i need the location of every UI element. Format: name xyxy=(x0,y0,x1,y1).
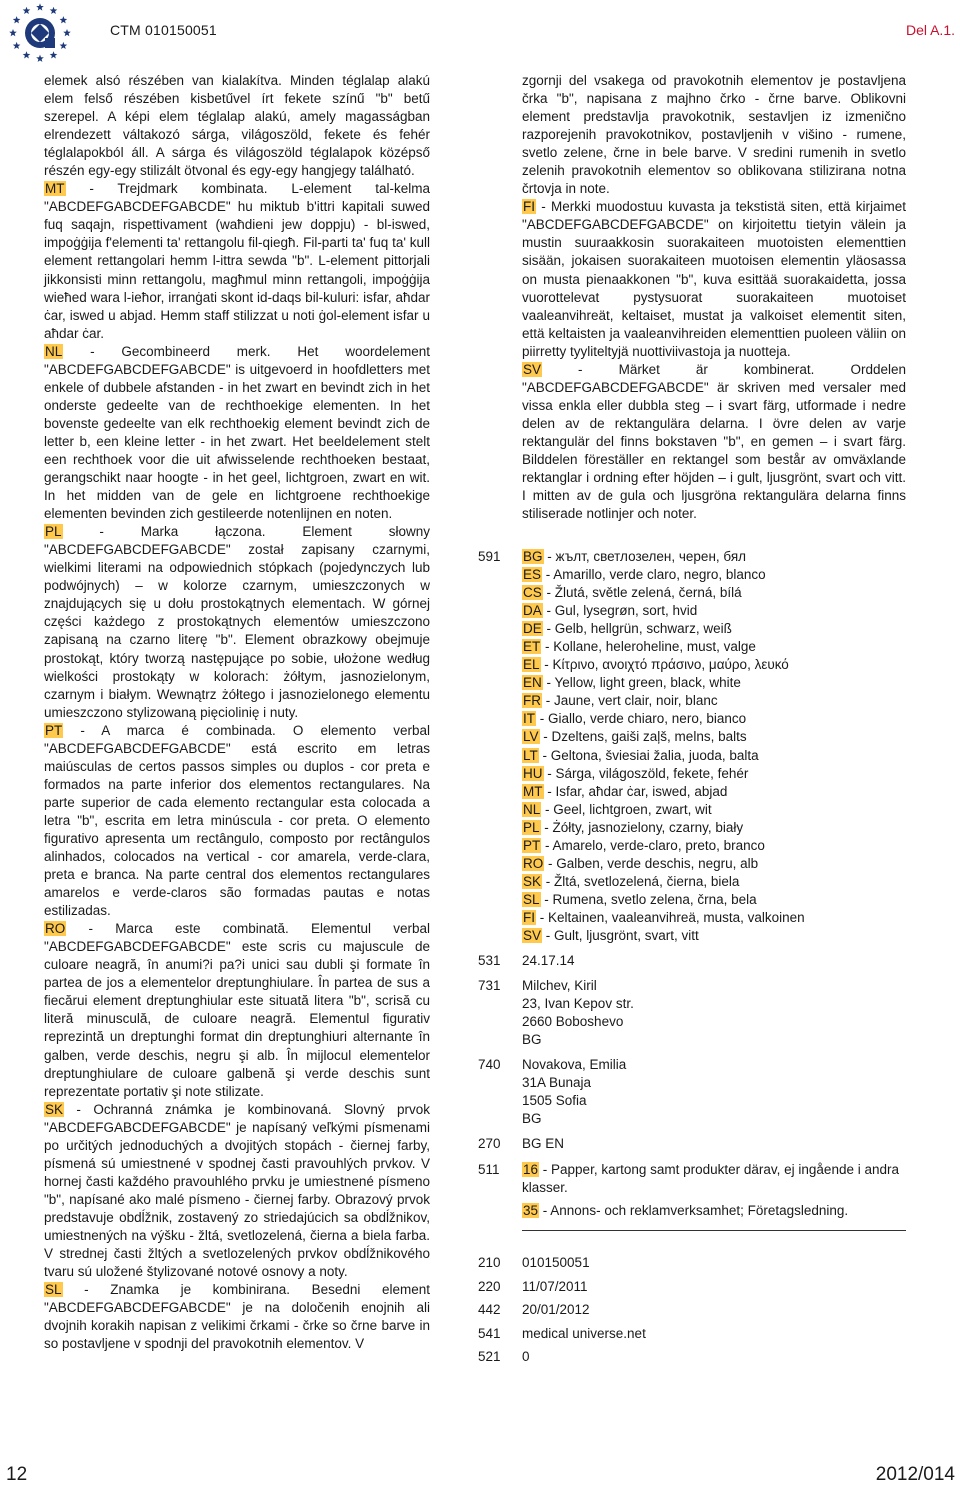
language-code-badge: FI xyxy=(523,909,535,925)
colour-entry xyxy=(522,566,908,584)
language-code-badge: EL xyxy=(523,657,540,673)
colour-text: - Žltá, svetlozelená, čierna, biela xyxy=(542,873,740,889)
nice-class-entry xyxy=(522,1161,908,1197)
field-value: 0 xyxy=(522,1349,530,1365)
star-icon xyxy=(23,7,31,14)
language-code-badge: PT xyxy=(45,722,63,738)
language-code-badge: RO xyxy=(45,921,66,937)
field-code: 511 xyxy=(478,1161,500,1177)
colour-text: - Geltona, šviesiai žalia, juoda, balta xyxy=(538,747,759,763)
star-icon xyxy=(50,7,58,14)
language-description xyxy=(44,343,430,523)
nice-class-entry xyxy=(522,1202,908,1220)
field-code: 531 xyxy=(478,953,501,969)
colour-entry xyxy=(522,783,908,801)
field-220 xyxy=(478,1278,908,1296)
colour-text: - Gelb, hellgrün, schwarz, weiß xyxy=(542,621,732,637)
language-description xyxy=(44,722,430,921)
language-code-badge: MT xyxy=(523,783,543,799)
colour-entry xyxy=(522,728,908,746)
class-goods-text: - Annons- och reklamverksamhet; Företagsledning. xyxy=(539,1202,849,1218)
language-code-badge: BG xyxy=(523,549,543,564)
star-icon xyxy=(63,29,71,36)
colour-entry xyxy=(522,602,908,620)
description-text: - Gecombineerd merk. Het woordelement "ABCDEFGABCDEFGABCDE" is uitgevoerd in hoofdletters met enkele of dubbele afstanden - in het zwart en bevindt zich in het onderste gedeelte van de rechthoekige elementen. In het bovenste gedeelte van elk rechthoekig element bevindt zich de letter b, een kleine letter - in het zwart. Het beeldelement stelt een rechthoek voor die uit afwisselende rechthoeken bestaat, gerangschikt naar hoogte - in het geel, lichtgroen, zwart en wit. In het midden van de gele en lichtgroene rechthoekige elementen bevinden zich gestileerde notenlijnen en noten. xyxy=(44,343,430,522)
field-value: 010150051 xyxy=(522,1255,590,1270)
address-line: 23, Ivan Kepov str. xyxy=(522,996,634,1012)
field-value: 20/01/2012 xyxy=(522,1302,590,1318)
language-description xyxy=(44,1281,430,1353)
star-icon xyxy=(13,42,21,49)
language-code-badge: PL xyxy=(523,819,540,835)
separator-rule xyxy=(522,1230,906,1231)
colour-list xyxy=(522,548,908,945)
left-text-column xyxy=(44,72,430,1353)
field-521 xyxy=(478,1348,908,1366)
colour-text: - Amarillo, verde claro, negro, blanco xyxy=(542,567,766,583)
colour-entry xyxy=(522,927,908,945)
nice-class-list xyxy=(522,1161,908,1225)
star-icon xyxy=(9,29,17,36)
representative-address xyxy=(522,1056,908,1128)
language-code-badge: SK xyxy=(45,1101,64,1117)
language-code-badge: EN xyxy=(523,675,542,691)
colour-text: - Amarelo, verde-claro, preto, branco xyxy=(541,837,765,853)
language-code-badge: LT xyxy=(523,747,538,763)
colour-text: - Sárga, világoszöld, fekete, fehér xyxy=(543,765,749,781)
language-code-badge: PL xyxy=(45,524,62,540)
colour-entry xyxy=(522,819,908,837)
colour-text: - жълт, светлозелен, черен, бял xyxy=(543,549,747,564)
field-511 xyxy=(478,1161,908,1225)
applicant-address xyxy=(522,977,908,1049)
colour-entry xyxy=(522,674,908,692)
colour-text: - Yellow, light green, black, white xyxy=(542,675,741,691)
field-code: 220 xyxy=(478,1278,501,1294)
language-description xyxy=(44,1101,430,1281)
colour-text: - Galben, verde deschis, negru, alb xyxy=(544,855,759,871)
colour-entry xyxy=(522,692,908,710)
language-code-badge: SK xyxy=(523,873,542,889)
header-document-id: CTM 010150051 xyxy=(110,22,217,38)
colour-text: - Dzeltens, gaiši zaļš, melns, balts xyxy=(539,729,747,745)
colour-entry xyxy=(522,891,908,909)
language-code-badge: FR xyxy=(523,693,541,709)
class-number-badge: 16 xyxy=(523,1161,539,1177)
colour-entry xyxy=(522,710,908,728)
language-description xyxy=(44,180,430,342)
colour-entry xyxy=(522,837,908,855)
description-text: - Znamka je kombinirana. Besedni element "ABCDEFGABCDEFGABCDE" je na določenih enojnih ali dvojnih korakih napisan z velikimi črkami - črke so črne barve in so postavljene v spodnji del pravokotnih elementov. V xyxy=(44,1282,430,1352)
colour-entry xyxy=(522,873,908,891)
filing-fields xyxy=(478,1254,908,1372)
language-code-badge: SL xyxy=(45,1282,62,1298)
description-text: - Marka łączona. Element słowny "ABCDEFGABCDEFGABCDE" został zapisany czarnymi, wielkimi literami na odpowiednich stópkach (pojedynczych lub podwójnych) – w kolorze czarnym, umieszczonych w znajdujących się u dołu prostokątnych elementach. W górnej części każdego z prostokątnych elementów umieszczono zapisaną na czarno literę "b". Element obrazkowy obejmuje prostokąt, który tworzą następujące po sobie, ułożone według wielkości prostokąty w kolorach: żółtym, jasnozielonym, czarnym i białym. Wewnątrz żółtego i jasnozielonego elementu umieszczono stylizowaną pięciolinię i nuty. xyxy=(44,524,430,720)
colour-text: - Giallo, verde chiaro, nero, bianco xyxy=(536,711,747,727)
description-text: elemek alsó részében van kialakítva. Minden téglalap alakú elem felső részében kisbetűvel írt fekete színű "b" betű szerepel. A képi elem téglalap alakú, amely magasságban elrendezett váltakozó sárga, világoszöld, fekete és fehér téglalapokból áll. A sárga és világoszöld téglalapok középső részén egy-egy stilizált ötvonal és egy-egy hangjegy található. xyxy=(44,73,430,179)
field-code: 442 xyxy=(478,1302,501,1318)
field-code: 521 xyxy=(478,1349,501,1365)
star-icon xyxy=(60,16,68,23)
page-number: 12 xyxy=(6,1464,28,1485)
colour-text: - Gul, lysegrøn, sort, hvid xyxy=(542,603,698,619)
language-description xyxy=(44,72,430,180)
colour-text: - Kollane, heleroheline, must, valge xyxy=(541,639,756,655)
colour-entry xyxy=(522,620,908,638)
address-line: Milchev, Kiril xyxy=(522,978,597,994)
colour-text: - Gult, ljusgrönt, svart, vitt xyxy=(542,927,699,943)
address-line: BG xyxy=(522,1111,542,1127)
description-text: - Merkki muodostuu kuvasta ja tekstistä siten, että kirjaimet "ABCDEFGABCDEFGABCDE" on kirjoitettu tietyin välein ja mustin suuraakkosin suorakaiteen muotoisten elementtien sisään, jokaisen suorakaiteen muotoisen elementin yläosassa on musta pienaakkonen "b", kuva esittää suorakaidetta, jossa vuorottelevat pystysuorat suorakaiteen muotoiset vaaleanvihreät, keltaiset, mustat ja valkoiset elementit siten, että keltaisten ja vaaleanvihreiden elementtien puoleen väliin on piirretty tyyliteltyjä nuottiviivastoja ja nuotteja. xyxy=(522,199,906,359)
field-270 xyxy=(478,1135,908,1153)
language-code-badge: ES xyxy=(523,567,542,583)
description-text: - A marca é combinada. O elemento verbal "ABCDEFGABCDEFGABCDE" está escrito em letras maiúsculas de certos passos simples ou duplos - cor preta e formados na parte inferior dos elementos rectangulares. Na parte superior de cada elemento rectangular esta colocada a letra "b", escrita em letra minúscula - cor preta. O elemento figurativo apresenta um rectângulo, composto por rectângulos alinhados, colocados na vertical - cor amarela, verde-clara, preta e branca. Na parte central dos elementos rectangulares amarelos e verde-claros são formadas pautas e notas estilizadas. xyxy=(44,722,430,919)
field-value: 11/07/2011 xyxy=(522,1278,588,1294)
star-icon xyxy=(36,3,44,10)
language-code-badge: DE xyxy=(523,621,542,637)
class-number-badge: 35 xyxy=(523,1202,539,1218)
description-text: - Trejdmark kombinata. L-element tal-kelma "ABCDEFGABCDEFGABCDE" hu miktub b'ittri kapitali suwed fuq saqajn, rispettivament (waħdieni jew doppju) - bl-iswed, impoġġija f'elementi ta' rettangolu fil-qiegħ. Fil-parti ta' fuq ta' kull element rettangolari hemm l-ittra sewda "b". L-element pittorjali jikkonsisti minn rettangolu, magħmul minn rettangoli, impoġġija wieħed wara l-ieħor, irranġati skont id-daqs bil-kuluri: isfar, aħdar ċar, iswed u abjad. Hemm staff stilizzat u noti ġol-element isfar u aħdar ċar. xyxy=(44,181,430,341)
field-code: 541 xyxy=(478,1325,501,1341)
mark-fields xyxy=(478,548,908,1232)
field-541 xyxy=(478,1325,908,1343)
language-code-badge: SV xyxy=(523,361,542,377)
star-icon xyxy=(13,16,21,23)
language-code-badge: SV xyxy=(523,927,542,943)
class-goods-text: - Papper, kartong samt produkter därav, ej ingående i andra klasser. xyxy=(522,1161,899,1195)
language-code-badge: IT xyxy=(523,711,535,727)
language-code-badge: MT xyxy=(45,181,65,197)
colour-text: - Jaune, vert clair, noir, blanc xyxy=(542,693,718,709)
language-code-badge: HU xyxy=(523,765,543,781)
field-code: 591 xyxy=(478,549,501,564)
star-icon xyxy=(50,51,58,58)
description-text: - Marca este combinată. Elementul verbal "ABCDEFGABCDEFGABCDE" este scris cu majuscule de culoare neagră, în anumi?i pa?i unici sau dubli şi formate în partea de jos a elementelor dreptunghiulare. În partea de sus a fiecărui element dreptunghiular este situată litera "b", scrisă cu literă minusculă, de culoare neagră. Elementul figurativ reprezintă un dreptunghi format din dreptunghiuri alternante în galben, verde deschis, negru şi alb. În mijlocul elementelor dreptunghiulare de culoare galbenă şi verde deschis sunt reprezentate portativ şi note stilizate. xyxy=(44,921,430,1099)
address-line: BG xyxy=(522,1032,542,1048)
colour-entry xyxy=(522,855,908,873)
colour-entry xyxy=(522,765,908,783)
right-text-column xyxy=(522,72,906,523)
address-line: 1505 Sofia xyxy=(522,1093,587,1109)
language-code-badge: NL xyxy=(523,801,541,817)
star-icon xyxy=(23,51,31,58)
field-code: 731 xyxy=(478,978,501,994)
colour-text: - Žlutá, světle zelená, černá, bílá xyxy=(542,585,742,601)
colour-text: - Κίτρινο, ανοιχτό πράσινο, μαύρο, λευκό xyxy=(540,657,789,673)
description-text: zgornji del vsakega od pravokotnih elementov je postavljena črka "b", napisana z majhno črko - črne barve. Oblikovni element predstavlja pravokotnik, sestavljen iz izmenično razporejenih pravokotnikov, postavljenih v višino - rumene, svetlo zelene, črne in bele barve. V sredini rumenih in svetlo zelenih pravokotnih elementov so oblikovana stilizirana notna črtovja in note. xyxy=(522,73,906,197)
language-code-badge: ET xyxy=(523,639,541,655)
colour-entry xyxy=(522,656,908,674)
language-code-badge: LV xyxy=(523,729,539,745)
languages: BG EN xyxy=(522,1136,565,1152)
language-description xyxy=(522,198,906,360)
language-description xyxy=(522,361,906,523)
field-code: 270 xyxy=(478,1136,501,1152)
field-code: 210 xyxy=(478,1255,501,1270)
eu-stars-logo-icon xyxy=(0,0,80,66)
colour-entry xyxy=(522,548,908,566)
bulletin-issue: 2012/014 xyxy=(875,1464,955,1485)
vienna-classification: 24.17.14 xyxy=(522,953,575,969)
header-section: Del A.1. xyxy=(905,22,955,38)
colour-text: - Rumena, svetlo zelena, črna, bela xyxy=(540,891,757,907)
address-line: Novakova, Emilia xyxy=(522,1057,627,1073)
colour-entry xyxy=(522,638,908,656)
field-531 xyxy=(478,952,908,970)
colour-text: - Isfar, aħdar ċar, iswed, abjad xyxy=(543,783,728,799)
colour-entry xyxy=(522,909,908,927)
description-text: - Märket är kombinerat. Orddelen "ABCDEFGABCDEFGABCDE" är skriven med versaler med vissa enkla eller dubbla steg – i svart färg, utformade i nedre delen av de rektangulära delarna. I övre delen av varje rektangulär del finns bokstaven "b", en gemen – i svart färg. Bilddelen föreställer en rektangel som består av omväxlande rektanglar i ordning efter höjden – i gult, ljusgrönt, svart och vitt. I mitten av de gula och ljusgröna rektangulära delarna finns stiliserade notlinjer och noter. xyxy=(522,361,906,522)
field-740 xyxy=(478,1056,908,1128)
colour-entry xyxy=(522,584,908,602)
colour-text: - Żółty, jasnozielony, czarny, biały xyxy=(540,819,744,835)
language-description xyxy=(44,523,430,722)
colour-text: - Geel, lichtgroen, zwart, wit xyxy=(541,801,712,817)
language-code-badge: RO xyxy=(523,855,544,871)
field-210 xyxy=(478,1254,908,1272)
description-text: - Ochranná známka je kombinovaná. Slovný prvok "ABCDEFGABCDEFGABCDE" je napísaný veľkými písmenami po určitých jednoduchých a dvojitých stopách - čiernej farby, písmená sú umiestnené v spodnej časti pravouhlých prvkov. V hornej časti každého pravouhlého prvku je umiestnené písmeno "b", napísané ako malé písmeno - čiernej farby. Obrazový prvok predstavuje obdĺžnik, zostavený zo striedajúcich sa obdĺžnikov, umiestnených na výšku - žltá, svetlozelená, čierna a biela farba. V strednej časti žltých a svetlozelených prvkov obdĺžnikového tvaru sú uložené štylizované notové osnovy a noty. xyxy=(44,1101,430,1280)
language-code-badge: CS xyxy=(523,585,542,601)
address-line: 31A Bunaja xyxy=(522,1075,592,1091)
language-description xyxy=(522,72,906,198)
field-code: 740 xyxy=(478,1057,501,1073)
colour-entry xyxy=(522,801,908,819)
language-code-badge: FI xyxy=(523,199,535,215)
colour-text: - Keltainen, vaaleanvihreä, musta, valkoinen xyxy=(536,909,805,925)
star-icon xyxy=(60,42,68,49)
star-icon xyxy=(36,55,44,62)
field-442 xyxy=(478,1301,908,1319)
field-591 xyxy=(478,548,908,945)
language-code-badge: NL xyxy=(45,343,63,359)
language-code-badge: DA xyxy=(523,603,542,619)
language-code-badge: PT xyxy=(523,837,541,853)
language-description xyxy=(44,920,430,1100)
field-731 xyxy=(478,977,908,1049)
address-line: 2660 Boboshevo xyxy=(522,1014,624,1030)
colour-entry xyxy=(522,747,908,765)
field-value: medical universe.net xyxy=(522,1325,646,1341)
language-code-badge: SL xyxy=(523,891,540,907)
